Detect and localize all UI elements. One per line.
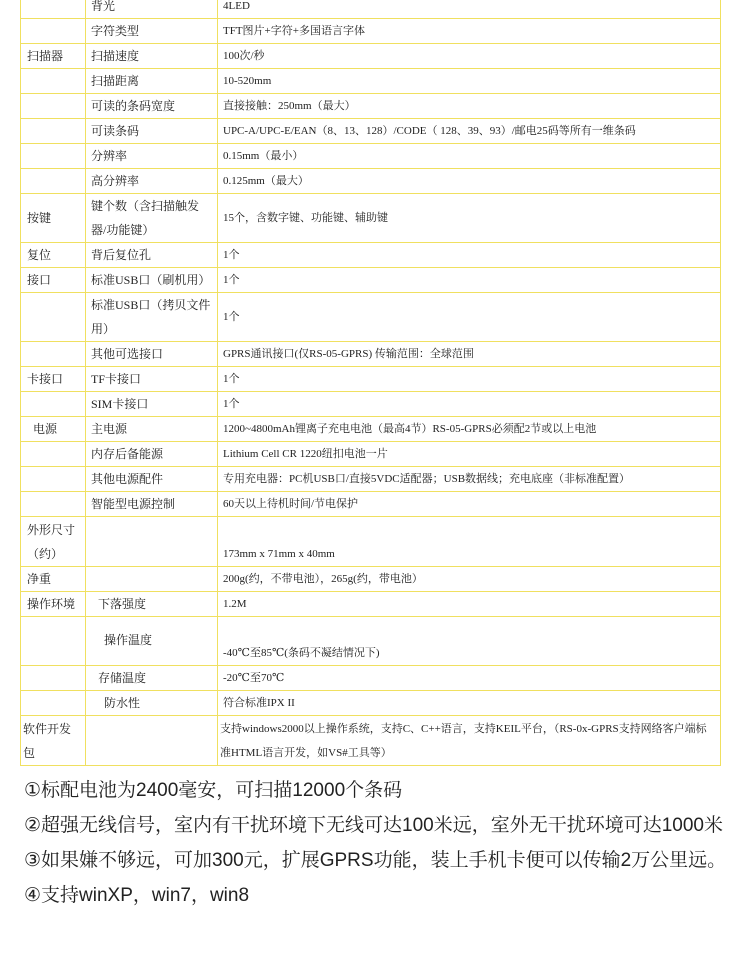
- value-cell: 1个: [218, 367, 721, 392]
- table-row: [21, 517, 721, 567]
- item-cell: 背后复位孔: [86, 243, 218, 268]
- note-wireless-range: ②超强无线信号，室内有干扰环境下无线可达100米远，室外无干扰环境可达1000米: [24, 815, 724, 836]
- category-cell: [21, 342, 86, 367]
- category-cell: [21, 492, 86, 517]
- category-cell: 卡接口: [21, 367, 86, 392]
- item-cell: 键个数（含扫描触发器/功能键）: [86, 194, 218, 243]
- table-row: [21, 617, 721, 666]
- table-row: [21, 342, 721, 367]
- category-cell: [21, 144, 86, 169]
- table-row: [21, 417, 721, 442]
- note-battery: ①标配电池为2400毫安，可扫描12000个条码: [24, 780, 403, 801]
- value-cell: 4LED: [218, 0, 721, 19]
- table-row: [21, 592, 721, 617]
- item-cell: [86, 517, 218, 567]
- category-cell: 复位: [21, 243, 86, 268]
- category-cell: [21, 0, 86, 19]
- table-row: [21, 567, 721, 592]
- table-row: [21, 492, 721, 517]
- table-row: [21, 666, 721, 691]
- value-cell: 符合标准IPX II: [218, 691, 721, 716]
- feature-notes: [24, 773, 730, 913]
- category-cell: [21, 617, 86, 666]
- item-cell: [86, 567, 218, 592]
- category-cell: [21, 442, 86, 467]
- value-cell: 100次/秒: [218, 44, 721, 69]
- category-cell: 电源: [21, 417, 86, 442]
- value-cell: -20℃至70℃: [218, 666, 721, 691]
- category-cell: 扫描器: [21, 44, 86, 69]
- table-row: [21, 169, 721, 194]
- item-cell: 主电源: [86, 417, 218, 442]
- value-cell: -40℃至85℃(条码不凝结情况下): [218, 617, 721, 666]
- value-cell: 1个: [218, 293, 721, 342]
- category-cell: [21, 293, 86, 342]
- value-cell: GPRS通讯接口(仅RS-05-GPRS) 传输范围：全球范围: [218, 342, 721, 367]
- value-cell: 15个，含数字键、功能键、辅助键: [218, 194, 721, 243]
- item-cell: 字符类型: [86, 19, 218, 44]
- item-cell: 存储温度: [86, 666, 218, 691]
- table-row: [21, 19, 721, 44]
- table-row: [21, 69, 721, 94]
- value-cell: 173mm x 71mm x 40mm: [218, 517, 721, 567]
- table-row: [21, 243, 721, 268]
- value-cell: TFT图片+字符+多国语言字体: [218, 19, 721, 44]
- item-cell: 高分辨率: [86, 169, 218, 194]
- category-cell: [21, 69, 86, 94]
- category-cell: 软件开发包: [21, 716, 86, 766]
- table-row: [21, 442, 721, 467]
- item-cell: 智能型电源控制: [86, 492, 218, 517]
- item-cell: 分辨率: [86, 144, 218, 169]
- item-cell: 扫描距离: [86, 69, 218, 94]
- table-row: [21, 691, 721, 716]
- table-row: [21, 293, 721, 342]
- category-cell: [21, 666, 86, 691]
- table-row: [21, 94, 721, 119]
- item-cell: 可读的条码宽度: [86, 94, 218, 119]
- item-cell: 可读条码: [86, 119, 218, 144]
- item-cell: 背光: [86, 0, 218, 19]
- item-cell: SIM卡接口: [86, 392, 218, 417]
- item-cell: 内存后备能源: [86, 442, 218, 467]
- table-row: [21, 367, 721, 392]
- value-cell: 0.15mm（最小）: [218, 144, 721, 169]
- item-cell: 防水性: [86, 691, 218, 716]
- note-os-support: ④支持winXP，win7，win8: [24, 885, 250, 906]
- category-cell: 接口: [21, 268, 86, 293]
- value-cell: 1200~4800mAh锂离子充电电池（最高4节）RS-05-GPRS必须配2节或以上电池: [218, 417, 721, 442]
- category-cell: [21, 467, 86, 492]
- table-row: [21, 716, 721, 766]
- value-cell: 1个: [218, 268, 721, 293]
- table-row: [21, 44, 721, 69]
- item-cell: TF卡接口: [86, 367, 218, 392]
- table-row: [21, 144, 721, 169]
- spec-table: [20, 0, 721, 766]
- item-cell: 其他可选接口: [86, 342, 218, 367]
- value-cell: 10-520mm: [218, 69, 721, 94]
- table-row: [21, 392, 721, 417]
- value-cell: 1个: [218, 392, 721, 417]
- category-cell: 按键: [21, 194, 86, 243]
- item-cell: 标准USB口（刷机用）: [86, 268, 218, 293]
- table-row: [21, 0, 721, 19]
- category-cell: [21, 94, 86, 119]
- category-cell: [21, 19, 86, 44]
- category-cell: [21, 392, 86, 417]
- value-cell: 200g(约，不带电池），265g(约，带电池）: [218, 567, 721, 592]
- item-cell: [86, 716, 218, 766]
- table-row: [21, 194, 721, 243]
- item-cell: 标准USB口（拷贝文件用）: [86, 293, 218, 342]
- table-row: [21, 268, 721, 293]
- value-cell: UPC-A/UPC-E/EAN（8、13、128）/CODE（ 128、39、93）/邮电25码等所有一维条码: [218, 119, 721, 144]
- item-cell: 其他电源配件: [86, 467, 218, 492]
- value-cell: 支持windows2000以上操作系统，支持C、C++语言，支持KEIL平台，（RS-0x-GPRS支持网络客户端标准HTML语言开发，如VS#工具等）: [218, 716, 721, 766]
- category-cell: 外形尺寸（约）: [21, 517, 86, 567]
- item-cell: 扫描速度: [86, 44, 218, 69]
- category-cell: [21, 119, 86, 144]
- table-row: [21, 119, 721, 144]
- value-cell: 专用充电器：PC机USB口/直接5VDC适配器；USB数据线；充电底座（非标准配置）: [218, 467, 721, 492]
- table-row: [21, 467, 721, 492]
- note-gprs-upgrade: ③如果嫌不够远，可加300元，扩展GPRS功能，装上手机卡便可以传输2万公里远。: [24, 850, 727, 871]
- value-cell: 直接接触：250mm（最大）: [218, 94, 721, 119]
- value-cell: 0.125mm（最大）: [218, 169, 721, 194]
- value-cell: Lithium Cell CR 1220纽扣电池一片: [218, 442, 721, 467]
- category-cell: [21, 169, 86, 194]
- item-cell: 下落强度: [86, 592, 218, 617]
- value-cell: 60天以上待机时间/节电保护: [218, 492, 721, 517]
- category-cell: 操作环境: [21, 592, 86, 617]
- item-cell: 操作温度: [86, 617, 218, 666]
- value-cell: 1个: [218, 243, 721, 268]
- category-cell: [21, 691, 86, 716]
- value-cell: 1.2M: [218, 592, 721, 617]
- category-cell: 净重: [21, 567, 86, 592]
